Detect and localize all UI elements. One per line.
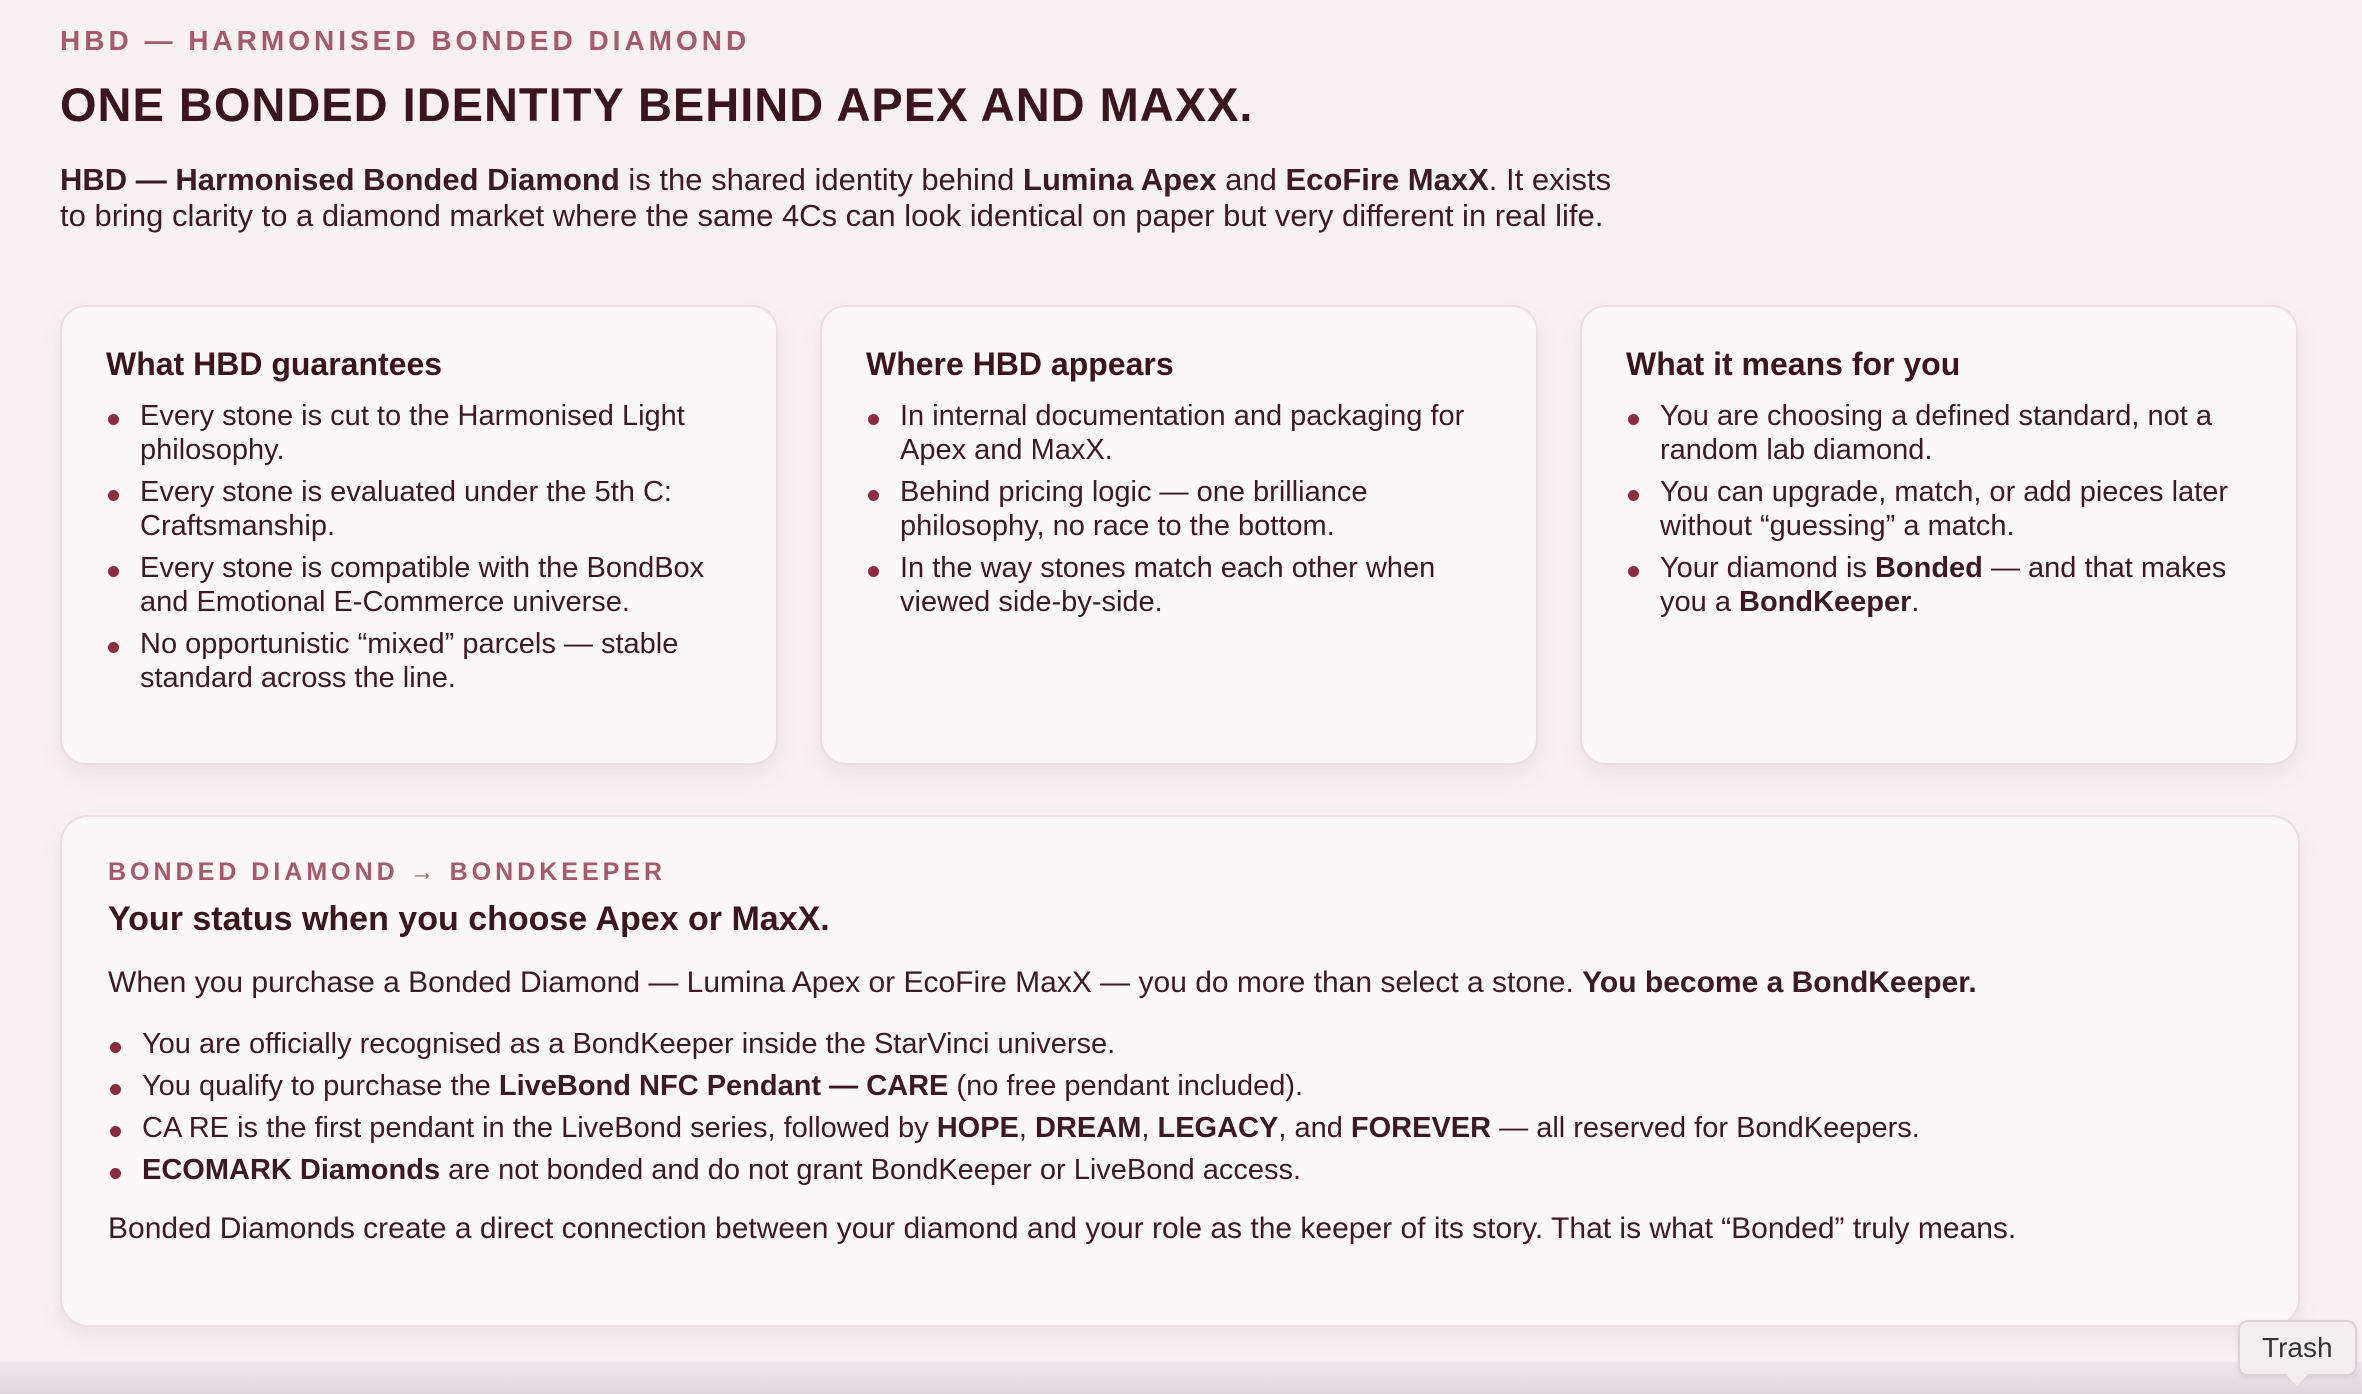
- intro-maxx: EcoFire MaxX: [1285, 162, 1489, 197]
- card-title: What it means for you: [1626, 346, 1961, 382]
- card-guarantees: [60, 305, 778, 765]
- list-item: Behind pricing logic — one brilliance philosophy, no race to the bottom.: [866, 475, 1492, 543]
- list-item: You are officially recognised as a BondKeeper inside the StarVinci universe.: [108, 1027, 2252, 1061]
- info-cards: [60, 305, 2300, 765]
- list-item: No opportunistic “mixed” parcels — stable standard across the line.: [106, 627, 732, 695]
- item-emphasis: LiveBond NFC Pendant — CARE: [498, 1070, 949, 1102]
- status-lead: [108, 965, 2252, 1001]
- card-title: Where HBD appears: [866, 346, 1174, 382]
- list-item: Every stone is cut to the Harmonised Light philosophy.: [106, 399, 732, 467]
- card-list: [1626, 399, 2252, 619]
- list-item: You can upgrade, match, or add pieces later without “guessing” a match.: [1626, 475, 2252, 543]
- item-text: You qualify to purchase the: [142, 1070, 499, 1102]
- intro-text: and: [1216, 162, 1286, 197]
- item-text: — and that makes you a: [1660, 552, 2227, 618]
- list-item: Every stone is compatible with the BondBox and Emotional E-Commerce universe.: [106, 551, 732, 619]
- section-label: BONDED DIAMOND → BONDKEEPER: [108, 858, 667, 886]
- item-text: — all reserved for BondKeepers.: [1491, 1112, 1920, 1144]
- item-emphasis: BondKeeper: [1739, 586, 1912, 618]
- intro-apex: Lumina Apex: [1023, 162, 1217, 197]
- item-text: Your diamond is: [1660, 552, 1875, 584]
- item-text: , and: [1278, 1112, 1351, 1144]
- card-meaning: [1580, 305, 2298, 765]
- card-list: [866, 399, 1492, 619]
- list-item: [108, 1111, 2252, 1145]
- intro-paragraph: [60, 162, 1640, 234]
- intro-text: . It exists to bring clarity to a diamond market where the same 4Cs can look identical on paper but very different in real life.: [60, 162, 1612, 233]
- list-item: Every stone is evaluated under the 5th C: Craftsmanship.: [106, 475, 732, 543]
- intro-text: is the shared identity behind: [619, 162, 1024, 197]
- eyebrow-label: HBD — HARMONISED BONDED DIAMOND: [60, 25, 751, 56]
- item-text: .: [1911, 586, 1920, 618]
- list-item: [108, 1153, 2252, 1187]
- status-list: [108, 1027, 2252, 1187]
- list-item: [1626, 551, 2252, 619]
- item-text: CA RE is the first pendant in the LiveBond series, followed by: [142, 1112, 937, 1144]
- item-text: ,: [1141, 1112, 1158, 1144]
- item-emphasis: ECOMARK Diamonds: [142, 1154, 441, 1186]
- list-item: In the way stones match each other when viewed side-by-side.: [866, 551, 1492, 619]
- list-item: You are choosing a defined standard, not a random lab diamond.: [1626, 399, 2252, 467]
- item-emphasis: FOREVER: [1350, 1112, 1492, 1144]
- section-title: Your status when you choose Apex or MaxX.: [108, 900, 830, 938]
- bondkeeper-status-panel: [60, 815, 2300, 1327]
- card-list: [106, 399, 732, 695]
- item-emphasis: DREAM: [1035, 1112, 1142, 1144]
- trash-tooltip: Trash: [2238, 1320, 2357, 1376]
- item-text: are not bonded and do not grant BondKeeper or LiveBond access.: [440, 1154, 1302, 1186]
- item-emphasis: Bonded: [1874, 552, 1983, 584]
- lead-emphasis: You become a BondKeeper.: [1582, 966, 1977, 999]
- dock-edge: [0, 1362, 2362, 1394]
- intro-brand: HBD — Harmonised Bonded Diamond: [60, 162, 620, 197]
- card-appearance: [820, 305, 1538, 765]
- list-item: [108, 1069, 2252, 1103]
- item-emphasis: HOPE: [936, 1112, 1019, 1144]
- closing-paragraph: Bonded Diamonds create a direct connection between your diamond and your role as the keeper of its story. That is what “Bonded” truly means.: [108, 1212, 2017, 1245]
- item-emphasis: LEGACY: [1157, 1112, 1279, 1144]
- list-item: In internal documentation and packaging for Apex and MaxX.: [866, 399, 1492, 467]
- card-title: What HBD guarantees: [106, 346, 443, 382]
- item-text: ,: [1018, 1112, 1036, 1144]
- lead-text: When you purchase a Bonded Diamond — Lumina Apex or EcoFire MaxX — you do more than select a stone.: [108, 966, 1583, 999]
- page: [60, 0, 2300, 1245]
- page-title: ONE BONDED IDENTITY BEHIND APEX AND MAXX.: [60, 78, 1254, 131]
- item-text: (no free pendant included).: [948, 1070, 1304, 1102]
